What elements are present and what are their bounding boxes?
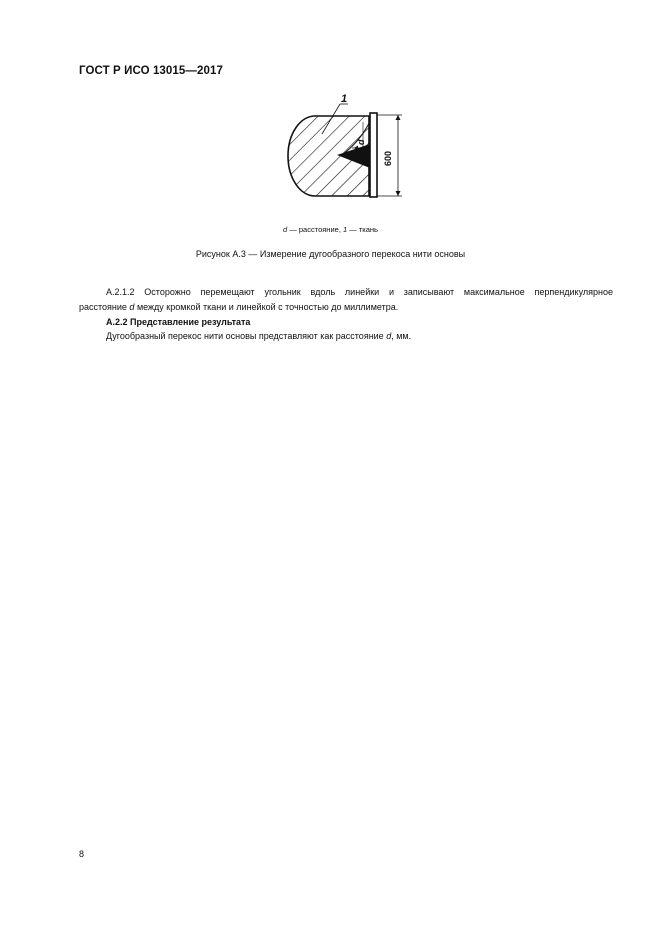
- figure-caption: Рисунок А.3 — Измерение дугообразного перекоса нити основы: [195, 249, 466, 259]
- legend-item-symbol: 1: [342, 225, 348, 234]
- label-dimension-600: 600: [383, 150, 393, 166]
- legend-item-text: — ткань: [347, 225, 378, 234]
- label-item-1: 1: [341, 93, 348, 105]
- document-header: ГОСТ Р ИСО 13015—2017: [79, 65, 224, 77]
- legend-d-symbol: d: [283, 225, 288, 234]
- paragraph-a212-symbol-d: d: [129, 302, 135, 312]
- paragraph-a212-line1: А.2.1.2 Осторожно перемещают угольник вдоль линейки и записывают максимальное перпендикулярное: [106, 287, 613, 297]
- ruler: [370, 113, 377, 197]
- figure-bow-measurement: [270, 86, 420, 210]
- figure-legend: [0, 225, 661, 234]
- paragraph-a212-line2-before: расстояние: [79, 302, 130, 312]
- paragraph-a212-line2: [79, 300, 613, 315]
- paragraph-a22-before: Дугообразный перекос нити основы представляют как расстояние: [106, 331, 387, 341]
- legend-d-text: — расстояние,: [287, 225, 343, 234]
- paragraph-a212-line2-after: между кромкой ткани и линейкой с точностью до миллиметра.: [134, 302, 399, 312]
- page-number: 8: [79, 849, 85, 859]
- label-distance-d: d: [356, 139, 366, 145]
- paragraph-a22: [79, 329, 613, 344]
- section-heading-a22: А.2.2 Представление результата: [106, 317, 251, 327]
- paragraph-a22-after: , мм.: [391, 331, 412, 341]
- paragraph-a212: [79, 285, 613, 315]
- figure-drawing: [270, 86, 420, 210]
- paragraph-a22-symbol-d: d: [386, 331, 392, 341]
